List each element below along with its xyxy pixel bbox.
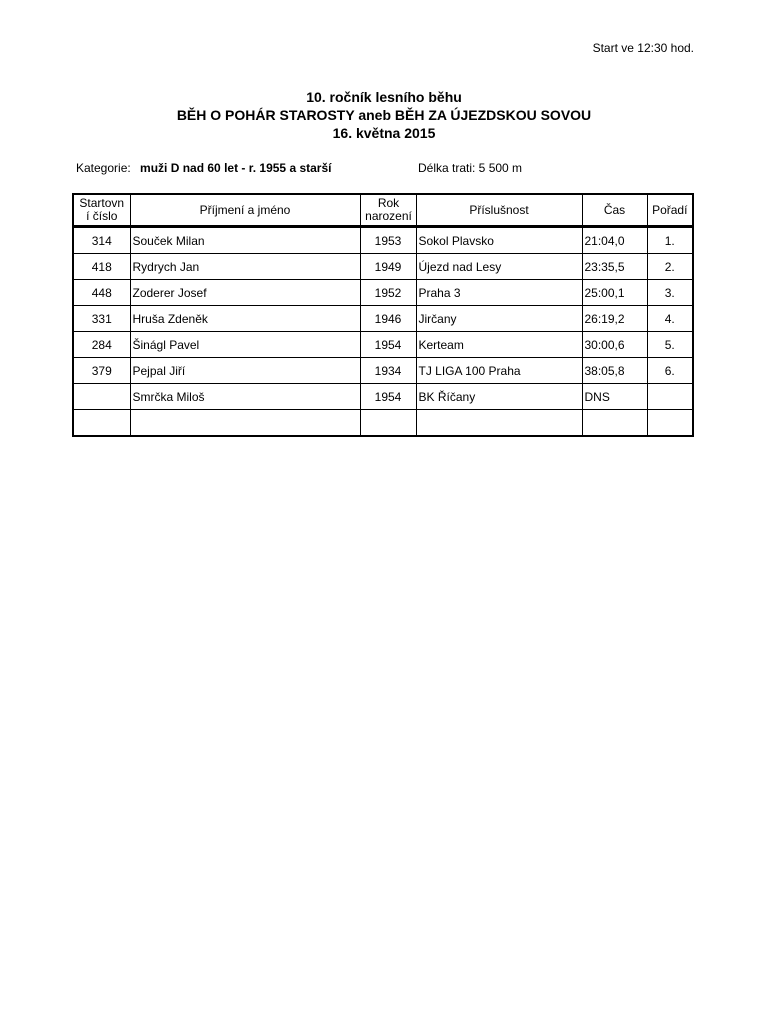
cell-rank: 4.: [647, 306, 693, 332]
header-start-number: Startovn í číslo: [73, 194, 130, 227]
table-row: [73, 384, 693, 410]
results-table: [72, 193, 694, 437]
category-info: [76, 161, 696, 175]
cell-time: DNS: [582, 384, 647, 410]
header-club: Příslušnost: [416, 194, 582, 227]
cell-club: Újezd nad Lesy: [416, 254, 582, 280]
table-row: [73, 254, 693, 280]
event-edition: 10. ročník lesního běhu: [306, 89, 462, 105]
cell-rank: [647, 410, 693, 437]
cell-time: [582, 410, 647, 437]
cell-rank: 1.: [647, 227, 693, 254]
cell-time: 26:19,2: [582, 306, 647, 332]
cell-rank: 3.: [647, 280, 693, 306]
cell-club: Kerteam: [416, 332, 582, 358]
table-header-row: [73, 194, 693, 227]
cell-start-number: 379: [73, 358, 130, 384]
cell-start-number: 314: [73, 227, 130, 254]
cell-club: Praha 3: [416, 280, 582, 306]
cell-club: [416, 410, 582, 437]
header-rank: Pořadí: [647, 194, 693, 227]
header-name: Příjmení a jméno: [130, 194, 360, 227]
track-length: Délka trati: 5 500 m: [418, 161, 523, 175]
table-row: [73, 280, 693, 306]
cell-club: Sokol Plavsko: [416, 227, 582, 254]
cell-rank: 5.: [647, 332, 693, 358]
cell-name: Zoderer Josef: [130, 280, 360, 306]
cell-birth-year: 1949: [360, 254, 416, 280]
cell-club: Jirčany: [416, 306, 582, 332]
cell-rank: [647, 384, 693, 410]
cell-start-number: [73, 410, 130, 437]
table-row: [73, 332, 693, 358]
title-block: [0, 88, 768, 142]
header-time: Čas: [582, 194, 647, 227]
cell-club: TJ LIGA 100 Praha: [416, 358, 582, 384]
cell-name: Hruša Zdeněk: [130, 306, 360, 332]
cell-birth-year: 1946: [360, 306, 416, 332]
cell-birth-year: 1954: [360, 332, 416, 358]
cell-name: Pejpal Jiří: [130, 358, 360, 384]
cell-birth-year: 1934: [360, 358, 416, 384]
cell-time: 23:35,5: [582, 254, 647, 280]
cell-start-number: 284: [73, 332, 130, 358]
cell-name: Rydrych Jan: [130, 254, 360, 280]
start-time: Start ve 12:30 hod.: [592, 41, 694, 55]
cell-start-number: [73, 384, 130, 410]
cell-time: 25:00,1: [582, 280, 647, 306]
cell-time: 21:04,0: [582, 227, 647, 254]
table-row: [73, 410, 693, 437]
cell-birth-year: 1952: [360, 280, 416, 306]
cell-name: Smrčka Miloš: [130, 384, 360, 410]
table-row: [73, 306, 693, 332]
cell-time: 30:00,6: [582, 332, 647, 358]
cell-start-number: 331: [73, 306, 130, 332]
cell-name: [130, 410, 360, 437]
cell-club: BK Říčany: [416, 384, 582, 410]
category-label: Kategorie:: [76, 161, 131, 175]
cell-rank: 6.: [647, 358, 693, 384]
cell-birth-year: 1954: [360, 384, 416, 410]
cell-birth-year: 1953: [360, 227, 416, 254]
event-date: 16. května 2015: [332, 125, 436, 141]
table-row: [73, 358, 693, 384]
header-birth-year: Rok narození: [360, 194, 416, 227]
cell-start-number: 448: [73, 280, 130, 306]
table-row: [73, 227, 693, 254]
cell-start-number: 418: [73, 254, 130, 280]
cell-name: Souček Milan: [130, 227, 360, 254]
cell-name: Šinágl Pavel: [130, 332, 360, 358]
category-value: muži D nad 60 let - r. 1955 a starší: [140, 161, 332, 175]
event-name: BĚH O POHÁR STAROSTY aneb BĚH ZA ÚJEZDSKOU SOVOU: [176, 107, 592, 123]
cell-birth-year: [360, 410, 416, 437]
cell-time: 38:05,8: [582, 358, 647, 384]
cell-rank: 2.: [647, 254, 693, 280]
